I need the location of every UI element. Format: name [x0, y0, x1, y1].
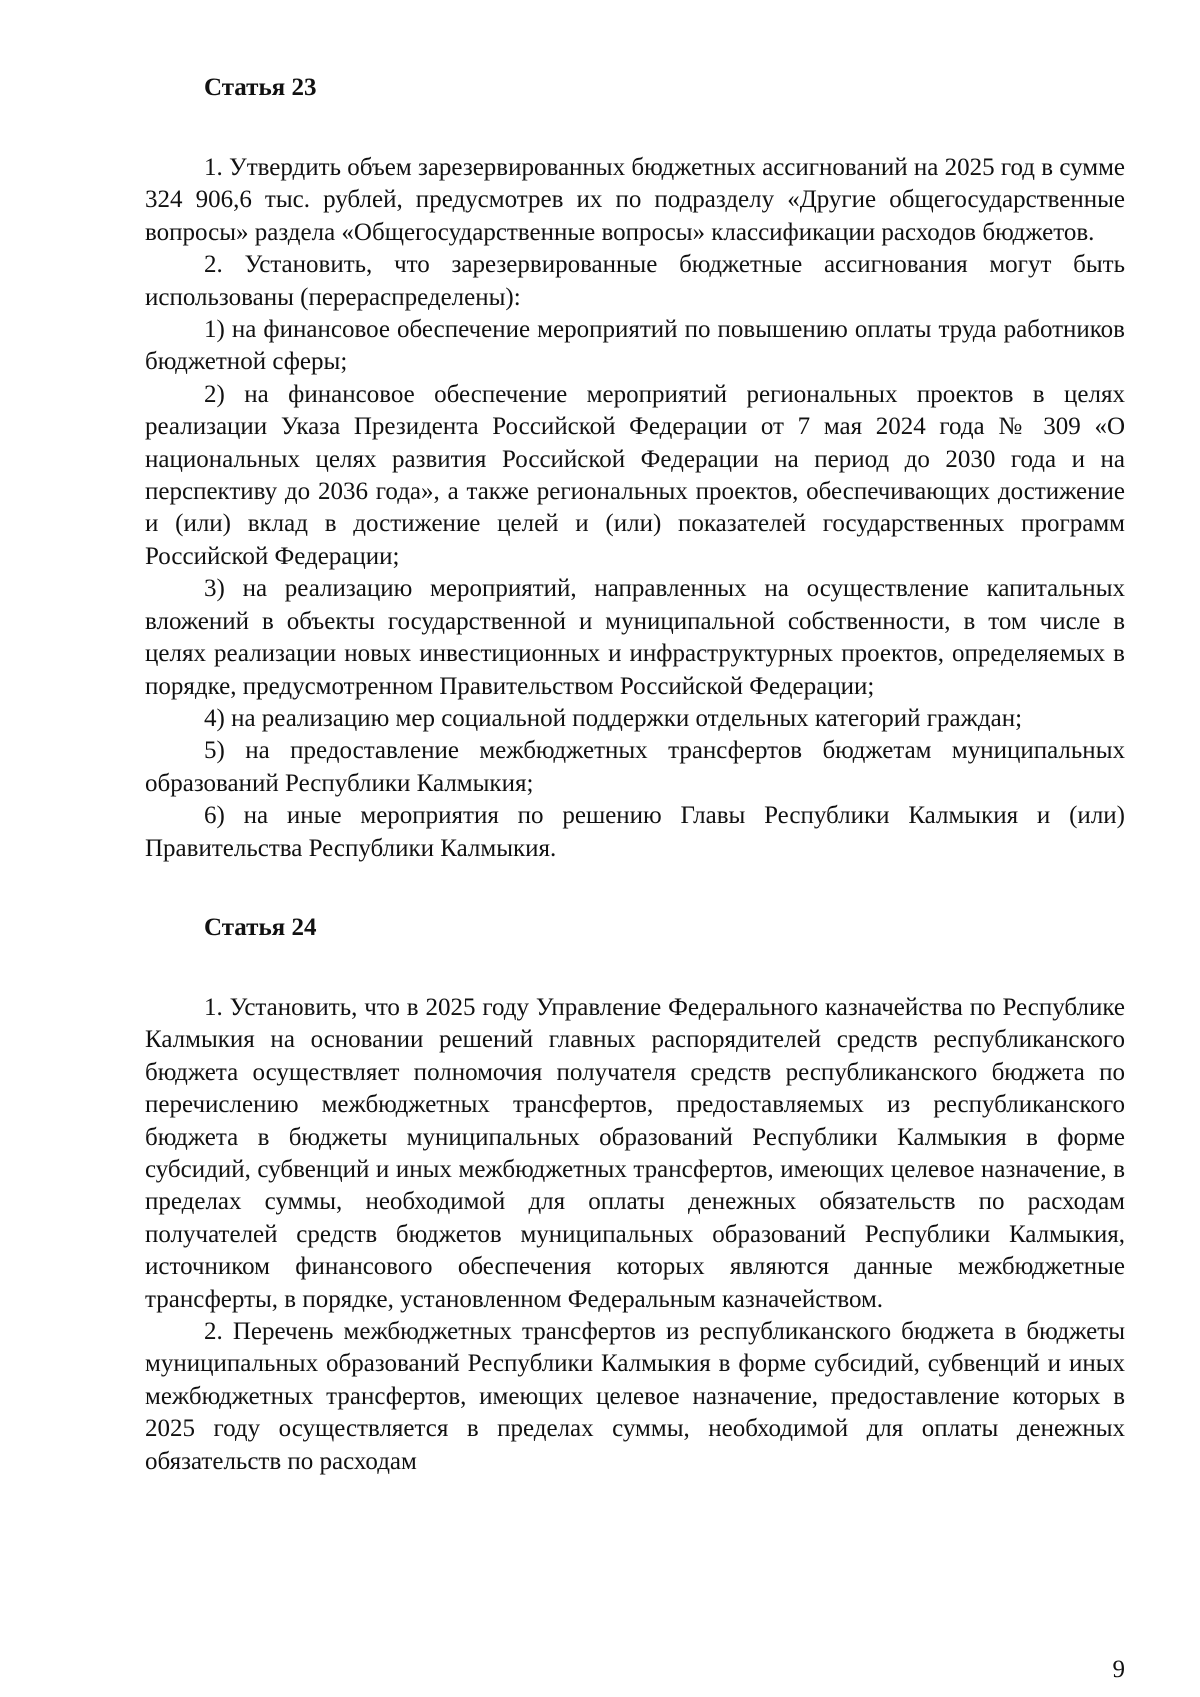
- spacer: [145, 104, 1125, 152]
- page-number: 9: [1112, 1656, 1125, 1683]
- article-23-heading: Статья 23: [204, 74, 317, 101]
- article-23-item-3: 3) на реализацию мероприятий, направленных на осуществление капитальных вложений в объекты государственной и муниципальной собственности, в том числе в целях реализации новых инвестиционных и инфраструктурных проектов, определяемых в порядке, предусмотренном Правительством Российской Федерации;: [145, 575, 1125, 700]
- article-23-item-4: 4) на реализацию мер социальной поддержки отдельных категорий граждан;: [204, 704, 1023, 732]
- article-24-paragraph-2: 2. Перечень межбюджетных трансфертов из республиканского бюджета в бюджеты муниципальных образований Республики Калмыкия в форме субсидий, субвенций и иных межбюджетных трансфертов, имеющих целевое назначение, предоставление которых в 2025 году осуществляется в пределах суммы, необходимой для оплаты денежных обязательств по расходам: [145, 1318, 1125, 1475]
- article-24-heading: Статья 24: [204, 913, 317, 941]
- article-23-paragraph-1: 1. Утвердить объем зарезервированных бюджетных ассигнований на 2025 год в сумме 324 906,6 тыс. рублей, предусмотрев их по подразделу «Другие общегосударственные вопросы» раздела «Общегосударственные вопросы» классификации расходов бюджетов.: [145, 154, 1125, 246]
- article-23-item-2: 2) на финансовое обеспечение мероприятий региональных проектов в целях реализации Указа Президента Российской Федерации от 7 мая 2024 года № 309 «О национальных целях развития Российской Федерации на период до 2030 года и на перспективу до 2036 года», а также региональных проектов, обеспечивающих достижение и (или) вклад в достижение целей и (или) показателей государственных программ Российской Федерации;: [145, 380, 1125, 570]
- article-23-item-1: 1) на финансовое обеспечение мероприятий по повышению оплаты труда работников бюджетной сферы;: [145, 316, 1125, 376]
- article-23-item-6: 6) на иные мероприятия по решению Главы Республики Калмыкия и (или) Правительства Республики Калмыкия.: [145, 802, 1125, 862]
- spacer: [145, 865, 1125, 912]
- spacer: [145, 944, 1125, 992]
- article-23-paragraph-2: 2. Установить, что зарезервированные бюджетные ассигнования могут быть использованы (перераспределены):: [145, 251, 1125, 311]
- article-23-item-5: 5) на предоставление межбюджетных трансфертов бюджетам муниципальных образований Республики Калмыкия;: [145, 737, 1125, 797]
- document-page: [145, 72, 1125, 1478]
- article-24-paragraph-1: 1. Установить, что в 2025 году Управление Федерального казначейства по Республике Калмыкия на основании решений главных распорядителей средств республиканского бюджета осуществляет полномочия получателя средств республиканского бюджета по перечислению межбюджетных трансфертов, предоставляемых из республиканского бюджета в бюджеты муниципальных образований Республики Калмыкия в форме субсидий, субвенций и иных межбюджетных трансфертов, имеющих целевое назначение, в пределах суммы, необходимой для оплаты денежных обязательств по расходам получателей средств бюджетов муниципальных образований Республики Калмыкия, источником финансового обеспечения которых являются данные межбюджетные трансферты, в порядке, установленном Федеральным казначейством.: [145, 993, 1125, 1313]
